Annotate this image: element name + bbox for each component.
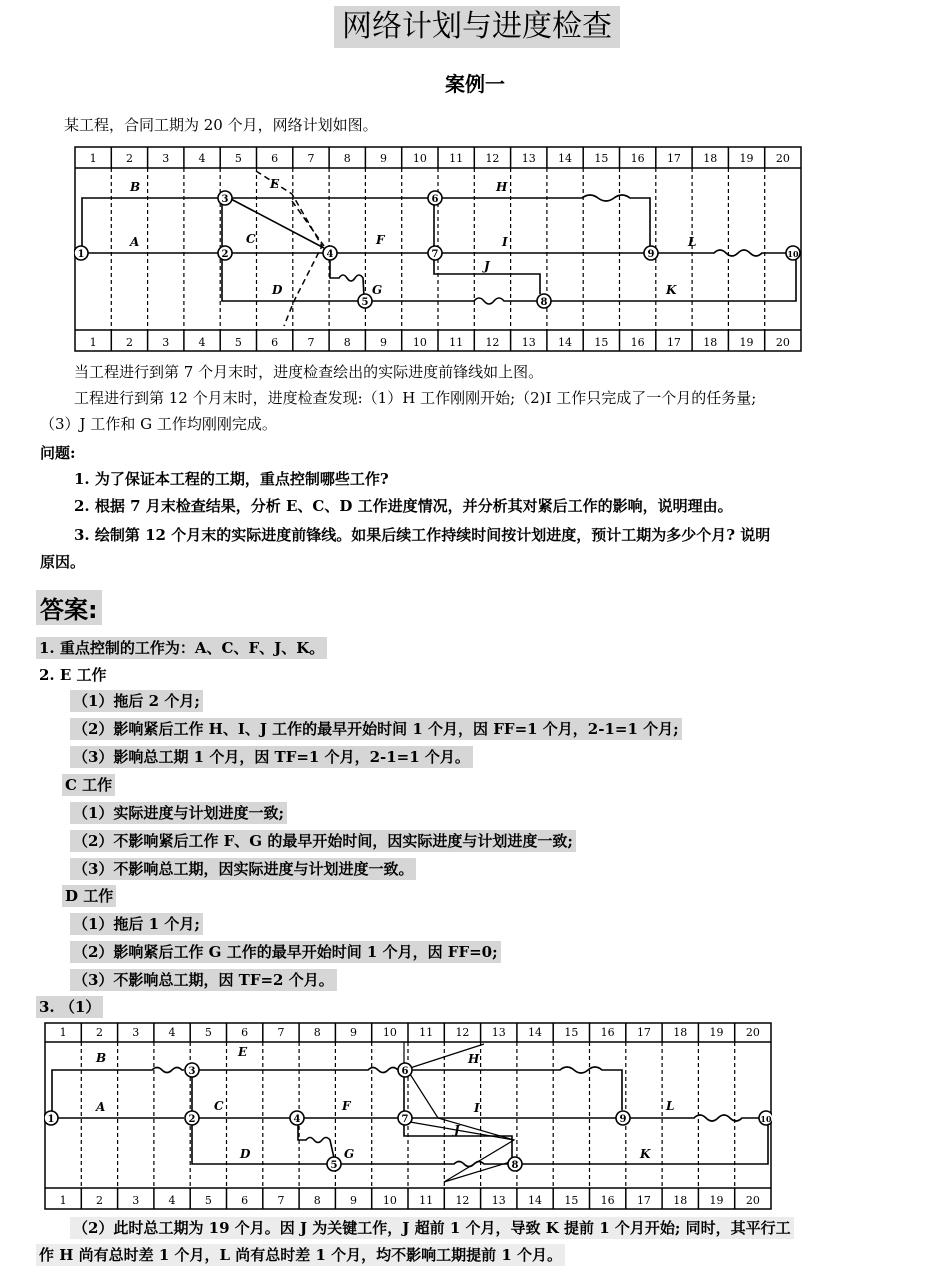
month-label-top: 12 <box>455 1026 470 1039</box>
month-label-top: 14 <box>528 1026 543 1039</box>
month-label-bottom: 16 <box>600 1194 615 1207</box>
question-3-line2: 原因。 <box>40 553 86 571</box>
month-label-top: 12 <box>485 152 500 165</box>
activity-label-K: K <box>666 283 677 297</box>
activity-label-A: A <box>96 1100 106 1114</box>
month-label-top: 16 <box>600 1026 615 1039</box>
activity-label-E: E <box>270 177 280 191</box>
month-label-bottom: 16 <box>630 336 645 349</box>
svg-text:8: 8 <box>511 1160 519 1171</box>
svg-text:8: 8 <box>540 297 548 308</box>
month-label-bottom: 14 <box>558 336 573 349</box>
month-label-top: 9 <box>350 1026 358 1039</box>
month-label-top: 3 <box>162 152 170 165</box>
month-label-top: 5 <box>234 152 242 165</box>
month-label-top: 6 <box>271 152 279 165</box>
month-label-bottom: 13 <box>521 336 536 349</box>
month-label-bottom: 9 <box>350 1194 358 1207</box>
month-label-bottom: 6 <box>241 1194 249 1207</box>
month-label-bottom: 4 <box>198 336 206 349</box>
month-label-top: 20 <box>745 1026 760 1039</box>
month-label-top: 20 <box>775 152 790 165</box>
svg-text:5: 5 <box>330 1160 338 1171</box>
node-2 <box>185 1111 199 1125</box>
month-label-top: 1 <box>59 1026 67 1039</box>
case-subtitle: 案例一 <box>445 72 505 96</box>
month-label-bottom: 9 <box>380 336 388 349</box>
month-label-bottom: 3 <box>132 1194 140 1207</box>
activity-label-F: F <box>342 1099 351 1113</box>
questions-label: 问题: <box>40 444 76 462</box>
month-label-top: 15 <box>594 152 609 165</box>
activity-label-C: C <box>246 232 256 246</box>
month-label-bottom: 10 <box>382 1194 397 1207</box>
para-7th-month: 当工程进行到第 7 个月末时，进度检查绘出的实际进度前锋线如上图。 <box>74 363 544 381</box>
activity-label-E: E <box>238 1045 248 1059</box>
svg-text:7: 7 <box>431 249 439 260</box>
network-diagram-plan <box>74 146 802 352</box>
svg-text:5: 5 <box>361 297 369 308</box>
node-6 <box>428 191 442 205</box>
activity-label-G: G <box>344 1147 355 1161</box>
month-label-top: 1 <box>89 152 97 165</box>
node-10 <box>759 1111 772 1125</box>
month-label-top: 4 <box>168 1026 176 1039</box>
c-heading: C 工作 <box>62 774 115 796</box>
activity-label-J: J <box>484 259 490 273</box>
d-item-1: （1）拖后 1 个月; <box>70 913 203 935</box>
month-label-bottom: 20 <box>775 336 790 349</box>
month-label-bottom: 15 <box>564 1194 579 1207</box>
month-label-top: 11 <box>419 1026 434 1039</box>
svg-text:1: 1 <box>77 249 85 260</box>
answer-3-2-line1: （2）此时总工期为 19 个月。因 J 为关键工作，J 超前 1 个月，导致 K 提前 1 个月开始; 同时，其平行工 <box>70 1217 794 1239</box>
svg-text:4: 4 <box>293 1114 301 1125</box>
node-2 <box>218 246 232 260</box>
activity-label-A: A <box>130 235 140 249</box>
svg-text:3: 3 <box>188 1066 196 1077</box>
activity-label-D: D <box>272 283 283 297</box>
node-8 <box>508 1157 522 1171</box>
month-label-top: 9 <box>380 152 388 165</box>
activity-label-D: D <box>240 1147 251 1161</box>
progress-frontier-line <box>256 171 322 326</box>
answer-3-2-line2: 作 H 尚有总时差 1 个月，L 尚有总时差 1 个月，均不影响工期提前 1 个月。 <box>36 1244 565 1266</box>
node-9 <box>644 246 658 260</box>
month-label-top: 11 <box>449 152 464 165</box>
intro-text: 某工程，合同工期为 20 个月，网络计划如图。 <box>64 116 378 134</box>
month-label-bottom: 6 <box>271 336 279 349</box>
svg-text:6: 6 <box>431 194 439 205</box>
month-label-bottom: 7 <box>277 1194 285 1207</box>
answer-2-heading: 2. E 工作 <box>39 666 107 684</box>
month-label-top: 18 <box>703 152 718 165</box>
month-label-bottom: 19 <box>739 336 754 349</box>
activity-label-C: C <box>214 1099 224 1113</box>
svg-text:6: 6 <box>401 1066 409 1077</box>
month-label-top: 5 <box>204 1026 212 1039</box>
e-item-2: （2）影响紧后工作 H、I、J 工作的最早开始时间 1 个月，因 FF=1 个月，2-1=1 个月; <box>70 718 682 740</box>
svg-text:4: 4 <box>326 249 334 260</box>
d-item-3: （3）不影响总工期，因 TF=2 个月。 <box>70 969 337 991</box>
c-item-3: （3）不影响总工期，因实际进度与计划进度一致。 <box>70 858 416 880</box>
month-label-top: 19 <box>739 152 754 165</box>
answer-1: 1. 重点控制的工作为：A、C、F、J、K。 <box>36 637 327 659</box>
network-diagram-12th-month <box>44 1022 772 1210</box>
activity-label-K: K <box>640 1147 651 1161</box>
para-12th-month-2: （3）J 工作和 G 工作均刚刚完成。 <box>40 415 277 433</box>
question-1: 1. 为了保证本工程的工期，重点控制哪些工作? <box>74 470 389 488</box>
node-7 <box>428 246 442 260</box>
month-label-bottom: 20 <box>745 1194 760 1207</box>
month-label-top: 18 <box>673 1026 688 1039</box>
month-label-bottom: 18 <box>703 336 718 349</box>
node-10 <box>786 246 800 260</box>
d-item-2: （2）影响紧后工作 G 工作的最早开始时间 1 个月，因 FF=0; <box>70 941 501 963</box>
month-label-bottom: 19 <box>709 1194 724 1207</box>
question-2: 2. 根据 7 月末检查结果，分析 E、C、D 工作进度情况，并分析其对紧后工作的影响，说明理由。 <box>74 497 733 515</box>
activity-label-B: B <box>130 180 141 194</box>
month-label-top: 19 <box>709 1026 724 1039</box>
e-item-3: （3）影响总工期 1 个月，因 TF=1 个月，2-1=1 个月。 <box>70 746 473 768</box>
svg-text:2: 2 <box>221 249 229 260</box>
node-9 <box>616 1111 630 1125</box>
activity-label-H: H <box>496 180 508 194</box>
month-label-bottom: 2 <box>95 1194 103 1207</box>
activity-label-H: H <box>468 1052 480 1066</box>
month-label-bottom: 14 <box>528 1194 543 1207</box>
c-item-1: （1）实际进度与计划进度一致; <box>70 802 287 824</box>
svg-text:3: 3 <box>221 194 229 205</box>
svg-text:9: 9 <box>619 1114 627 1125</box>
month-label-top: 17 <box>636 1026 651 1039</box>
activity-label-I: I <box>474 1101 480 1115</box>
activity-label-B: B <box>96 1051 107 1065</box>
month-label-bottom: 8 <box>313 1194 321 1207</box>
month-label-top: 17 <box>666 152 681 165</box>
e-item-1: （1）拖后 2 个月; <box>70 690 203 712</box>
svg-text:7: 7 <box>401 1114 409 1125</box>
month-label-bottom: 1 <box>59 1194 67 1207</box>
month-label-bottom: 5 <box>234 336 242 349</box>
month-label-bottom: 8 <box>343 336 351 349</box>
month-label-top: 8 <box>313 1026 321 1039</box>
activity-label-L: L <box>666 1099 675 1113</box>
month-label-bottom: 4 <box>168 1194 176 1207</box>
month-label-top: 6 <box>241 1026 249 1039</box>
month-label-top: 13 <box>521 152 536 165</box>
activity-label-I: I <box>502 235 508 249</box>
month-label-bottom: 17 <box>666 336 681 349</box>
activity-label-L: L <box>688 235 697 249</box>
month-label-bottom: 10 <box>412 336 427 349</box>
question-3-line1: 3. 绘制第 12 个月末的实际进度前锋线。如果后续工作持续时间按计划进度，预计工期为多少个月? 说明 <box>74 526 771 544</box>
node-8 <box>537 294 551 308</box>
month-label-top: 13 <box>491 1026 506 1039</box>
node-5 <box>327 1157 341 1171</box>
month-label-top: 16 <box>630 152 645 165</box>
month-label-bottom: 15 <box>594 336 609 349</box>
node-5 <box>358 294 372 308</box>
activity-label-G: G <box>372 283 383 297</box>
node-4 <box>290 1111 304 1125</box>
svg-text:10: 10 <box>760 1114 772 1124</box>
month-label-bottom: 7 <box>307 336 315 349</box>
month-label-top: 14 <box>558 152 573 165</box>
month-label-top: 3 <box>132 1026 140 1039</box>
month-label-bottom: 1 <box>89 336 97 349</box>
answer-label: 答案: <box>36 590 102 625</box>
month-label-top: 10 <box>412 152 427 165</box>
month-label-top: 8 <box>343 152 351 165</box>
node-7 <box>398 1111 412 1125</box>
month-label-top: 2 <box>125 152 133 165</box>
month-label-top: 2 <box>95 1026 103 1039</box>
month-label-bottom: 11 <box>449 336 464 349</box>
svg-text:9: 9 <box>647 249 655 260</box>
month-label-top: 15 <box>564 1026 579 1039</box>
month-label-bottom: 2 <box>125 336 133 349</box>
activity-label-J: J <box>454 1123 460 1137</box>
svg-text:1: 1 <box>47 1114 55 1125</box>
month-label-bottom: 12 <box>455 1194 470 1207</box>
answer-3-heading: 3. （1） <box>36 996 103 1018</box>
month-label-bottom: 13 <box>491 1194 506 1207</box>
month-label-bottom: 18 <box>673 1194 688 1207</box>
month-label-top: 4 <box>198 152 206 165</box>
node-6 <box>398 1063 412 1077</box>
c-item-2: （2）不影响紧后工作 F、G 的最早开始时间，因实际进度与计划进度一致; <box>70 830 576 852</box>
month-label-top: 7 <box>277 1026 285 1039</box>
para-12th-month-1: 工程进行到第 12 个月末时，进度检查发现:（1）H 工作刚刚开始;（2)I 工作只完成了一个月的任务量; <box>74 389 757 407</box>
month-label-bottom: 17 <box>636 1194 651 1207</box>
node-1 <box>44 1111 58 1125</box>
d-heading: D 工作 <box>62 885 116 907</box>
month-label-bottom: 5 <box>204 1194 212 1207</box>
svg-text:2: 2 <box>188 1114 196 1125</box>
month-label-top: 7 <box>307 152 315 165</box>
month-label-top: 10 <box>382 1026 397 1039</box>
node-4 <box>323 246 337 260</box>
page-title: 网络计划与进度检查 <box>334 6 620 48</box>
month-label-bottom: 11 <box>419 1194 434 1207</box>
month-label-bottom: 3 <box>162 336 170 349</box>
node-3 <box>218 191 232 205</box>
month-label-bottom: 12 <box>485 336 500 349</box>
svg-text:10: 10 <box>787 249 799 259</box>
activity-label-F: F <box>376 233 385 247</box>
node-1 <box>74 246 88 260</box>
node-3 <box>185 1063 199 1077</box>
